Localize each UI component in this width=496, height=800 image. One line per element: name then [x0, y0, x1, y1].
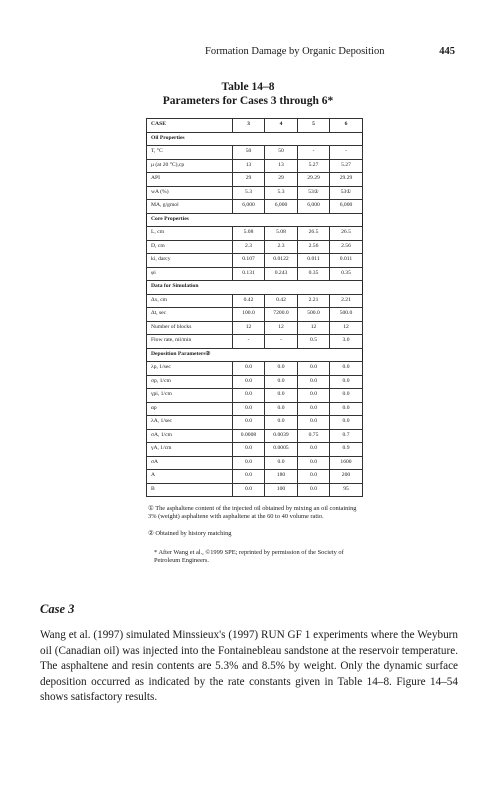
param-cell: Number of blocks — [147, 321, 233, 335]
param-cell: MA, g/gmol — [147, 200, 233, 214]
value-cell: 2.3 — [265, 240, 298, 254]
value-cell: 0.131 — [233, 267, 265, 281]
table-row — [147, 335, 363, 349]
value-cell: 0.0 — [233, 456, 265, 470]
table-row — [147, 402, 363, 416]
value-cell: 0.0 — [265, 456, 298, 470]
value-cell: 0.0 — [233, 483, 265, 497]
footnote-2: ② Obtained by history matching — [148, 530, 232, 537]
table-section-row — [147, 132, 363, 146]
value-cell: 29 — [233, 173, 265, 187]
value-cell: 13 — [233, 159, 265, 173]
table-number: Table 14–8 — [221, 81, 275, 93]
value-cell: 0.0 — [233, 375, 265, 389]
value-cell: 95 — [330, 483, 363, 497]
value-cell: 12 — [233, 321, 265, 335]
value-cell: - — [298, 146, 330, 160]
value-cell: 0.75 — [298, 429, 330, 443]
table-row — [147, 240, 363, 254]
value-cell: 0.0 — [330, 402, 363, 416]
param-cell: φi — [147, 267, 233, 281]
value-cell: 5.08 — [265, 227, 298, 241]
value-cell: 500.0 — [298, 308, 330, 322]
value-cell: 50 — [265, 146, 298, 160]
value-cell: 6,000 — [265, 200, 298, 214]
value-cell: 5.3 — [233, 186, 265, 200]
param-cell: αp — [147, 402, 233, 416]
table-row — [147, 200, 363, 214]
value-cell: 2.21 — [330, 294, 363, 308]
value-cell: 0.0 — [330, 362, 363, 376]
value-cell: 0.0 — [298, 483, 330, 497]
param-cell: Δt, sec — [147, 308, 233, 322]
param-cell: γpi, 1/cm — [147, 389, 233, 403]
value-cell: 5.3 — [265, 186, 298, 200]
footnote-source: * After Wang et al., ©1999 SPE; reprinted by permission of the Society of Petroleum Engineers. — [154, 549, 344, 565]
table-row — [147, 456, 363, 470]
value-cell: 0.35 — [298, 267, 330, 281]
table-row — [147, 416, 363, 430]
param-cell: ki, darcy — [147, 254, 233, 268]
param-cell: API — [147, 173, 233, 187]
param-cell: D, cm — [147, 240, 233, 254]
param-cell: Flow rate, ml/min — [147, 335, 233, 349]
value-cell: 26.5 — [330, 227, 363, 241]
value-cell: 0.0 — [298, 443, 330, 457]
value-cell: 5.08 — [233, 227, 265, 241]
value-cell: 2.21 — [298, 294, 330, 308]
table-row — [147, 294, 363, 308]
value-cell: 3.0 — [330, 335, 363, 349]
value-cell: 0.0 — [233, 416, 265, 430]
value-cell: 0.0 — [233, 402, 265, 416]
table-row — [147, 227, 363, 241]
table-section-row — [147, 213, 363, 227]
table-row — [147, 375, 363, 389]
value-cell: 0.011 — [330, 254, 363, 268]
value-cell: 0.7 — [330, 429, 363, 443]
value-cell: 6,000 — [298, 200, 330, 214]
value-cell: 0.0 — [298, 470, 330, 484]
value-cell: 0.0005 — [265, 443, 298, 457]
case-number-cell: 5 — [298, 119, 330, 133]
param-cell: σp, 1/cm — [147, 375, 233, 389]
table-row — [147, 321, 363, 335]
value-cell: 0.0039 — [265, 429, 298, 443]
value-cell: 0.0 — [298, 416, 330, 430]
value-cell: 29 — [265, 173, 298, 187]
table-row — [147, 308, 363, 322]
value-cell: 0.0 — [233, 443, 265, 457]
value-cell: 500.0 — [330, 308, 363, 322]
table-row — [147, 389, 363, 403]
value-cell: 29.29 — [298, 173, 330, 187]
value-cell: 0.011 — [298, 254, 330, 268]
value-cell: 0.42 — [265, 294, 298, 308]
value-cell: 2.56 — [298, 240, 330, 254]
value-cell: - — [330, 146, 363, 160]
value-cell: 5.27 — [330, 159, 363, 173]
value-cell: 2.3 — [233, 240, 265, 254]
table-row — [147, 186, 363, 200]
value-cell: 180 — [265, 470, 298, 484]
value-cell: 13 — [265, 159, 298, 173]
value-cell: 0.0 — [233, 389, 265, 403]
page-number: 445 — [439, 46, 455, 57]
table-row — [147, 470, 363, 484]
table-header-row — [147, 119, 363, 133]
value-cell: 0.243 — [265, 267, 298, 281]
param-cell: σA — [147, 456, 233, 470]
section-title: Oil Properties — [147, 132, 363, 146]
case-label-cell: CASE — [147, 119, 233, 133]
param-cell: λA, 1/sec — [147, 416, 233, 430]
param-cell: γA, 1/cm — [147, 443, 233, 457]
table-row — [147, 254, 363, 268]
table-row — [147, 267, 363, 281]
body-paragraph: Wang et al. (1997) simulated Minssieux's (1997) RUN GF 1 experiments where the Weyburn oil (Canadian oil) was injected into the Fontainebleau sandstone at the reservoir temperature. The asphaltene and resin contents are 5.3% and 8.5% by weight. Only the dynamic surface deposition occurred as indicated by the rate constants given in Table 14–8. Figure 14–54 shows satisfactory results. — [40, 629, 458, 703]
value-cell: 100 — [265, 483, 298, 497]
value-cell: 0.5 — [298, 335, 330, 349]
value-cell: 200 — [330, 470, 363, 484]
case-number-cell: 6 — [330, 119, 363, 133]
value-cell: 12 — [265, 321, 298, 335]
value-cell: 0.0 — [265, 416, 298, 430]
value-cell: 53① — [330, 186, 363, 200]
value-cell: 12 — [330, 321, 363, 335]
value-cell: 0.0 — [298, 389, 330, 403]
value-cell: 2.56 — [330, 240, 363, 254]
value-cell: 0.9 — [330, 443, 363, 457]
value-cell: 0.107 — [233, 254, 265, 268]
header-title: Formation Damage by Organic Deposition — [205, 46, 385, 57]
value-cell: 6,000 — [330, 200, 363, 214]
value-cell: 0.0 — [330, 389, 363, 403]
value-cell: 0.0 — [298, 402, 330, 416]
section-heading: Case 3 — [40, 602, 75, 616]
value-cell: 0.42 — [233, 294, 265, 308]
running-header — [205, 46, 455, 57]
value-cell: 50 — [233, 146, 265, 160]
value-cell: - — [265, 335, 298, 349]
value-cell: 26.5 — [298, 227, 330, 241]
table-row — [147, 173, 363, 187]
param-cell: μ (at 20 °C),cp — [147, 159, 233, 173]
value-cell: 0.0 — [330, 416, 363, 430]
table-row — [147, 443, 363, 457]
section-title: Deposition Parameters② — [147, 348, 363, 362]
value-cell: 0.0 — [233, 470, 265, 484]
value-cell: 0.0 — [330, 375, 363, 389]
parameters-table — [146, 118, 362, 497]
param-cell: λp, 1/sec — [147, 362, 233, 376]
param-cell: σA, 1/cm — [147, 429, 233, 443]
value-cell: 0.0 — [298, 362, 330, 376]
param-cell: wA (%) — [147, 186, 233, 200]
value-cell: 0.0 — [265, 362, 298, 376]
value-cell: 7200.0 — [265, 308, 298, 322]
value-cell: 0.0 — [233, 362, 265, 376]
table-row — [147, 483, 363, 497]
section-title: Core Properties — [147, 213, 363, 227]
value-cell: 29.29 — [330, 173, 363, 187]
value-cell: 0.0 — [265, 389, 298, 403]
value-cell: 0.0 — [298, 456, 330, 470]
param-cell: A — [147, 470, 233, 484]
value-cell: 5.27 — [298, 159, 330, 173]
value-cell: 0.0 — [298, 375, 330, 389]
value-cell: 53① — [298, 186, 330, 200]
value-cell: 12 — [298, 321, 330, 335]
value-cell: 100.0 — [233, 308, 265, 322]
param-cell: Δx, cm — [147, 294, 233, 308]
value-cell: - — [233, 335, 265, 349]
table-caption: Parameters for Cases 3 through 6* — [162, 95, 334, 107]
value-cell: 0.0122 — [265, 254, 298, 268]
case-number-cell: 3 — [233, 119, 265, 133]
table-section-row — [147, 348, 363, 362]
section-title: Data for Simulation — [147, 281, 363, 295]
value-cell: 0.0 — [265, 402, 298, 416]
case-number-cell: 4 — [265, 119, 298, 133]
value-cell: 0.0 — [265, 375, 298, 389]
table-section-row — [147, 281, 363, 295]
param-cell: L, cm — [147, 227, 233, 241]
table-row — [147, 362, 363, 376]
table-row — [147, 159, 363, 173]
value-cell: 0.35 — [330, 267, 363, 281]
param-cell: B — [147, 483, 233, 497]
value-cell: 0.0008 — [233, 429, 265, 443]
table-row — [147, 146, 363, 160]
footnote-1: ① The asphaltene content of the injected oil obtained by mixing an oil containing 3% (weight) asphaltene with asphaltene at the 60 to 40 volume ratio. — [148, 505, 357, 521]
table-row — [147, 429, 363, 443]
value-cell: 6,000 — [233, 200, 265, 214]
value-cell: 1600 — [330, 456, 363, 470]
param-cell: T, °C — [147, 146, 233, 160]
